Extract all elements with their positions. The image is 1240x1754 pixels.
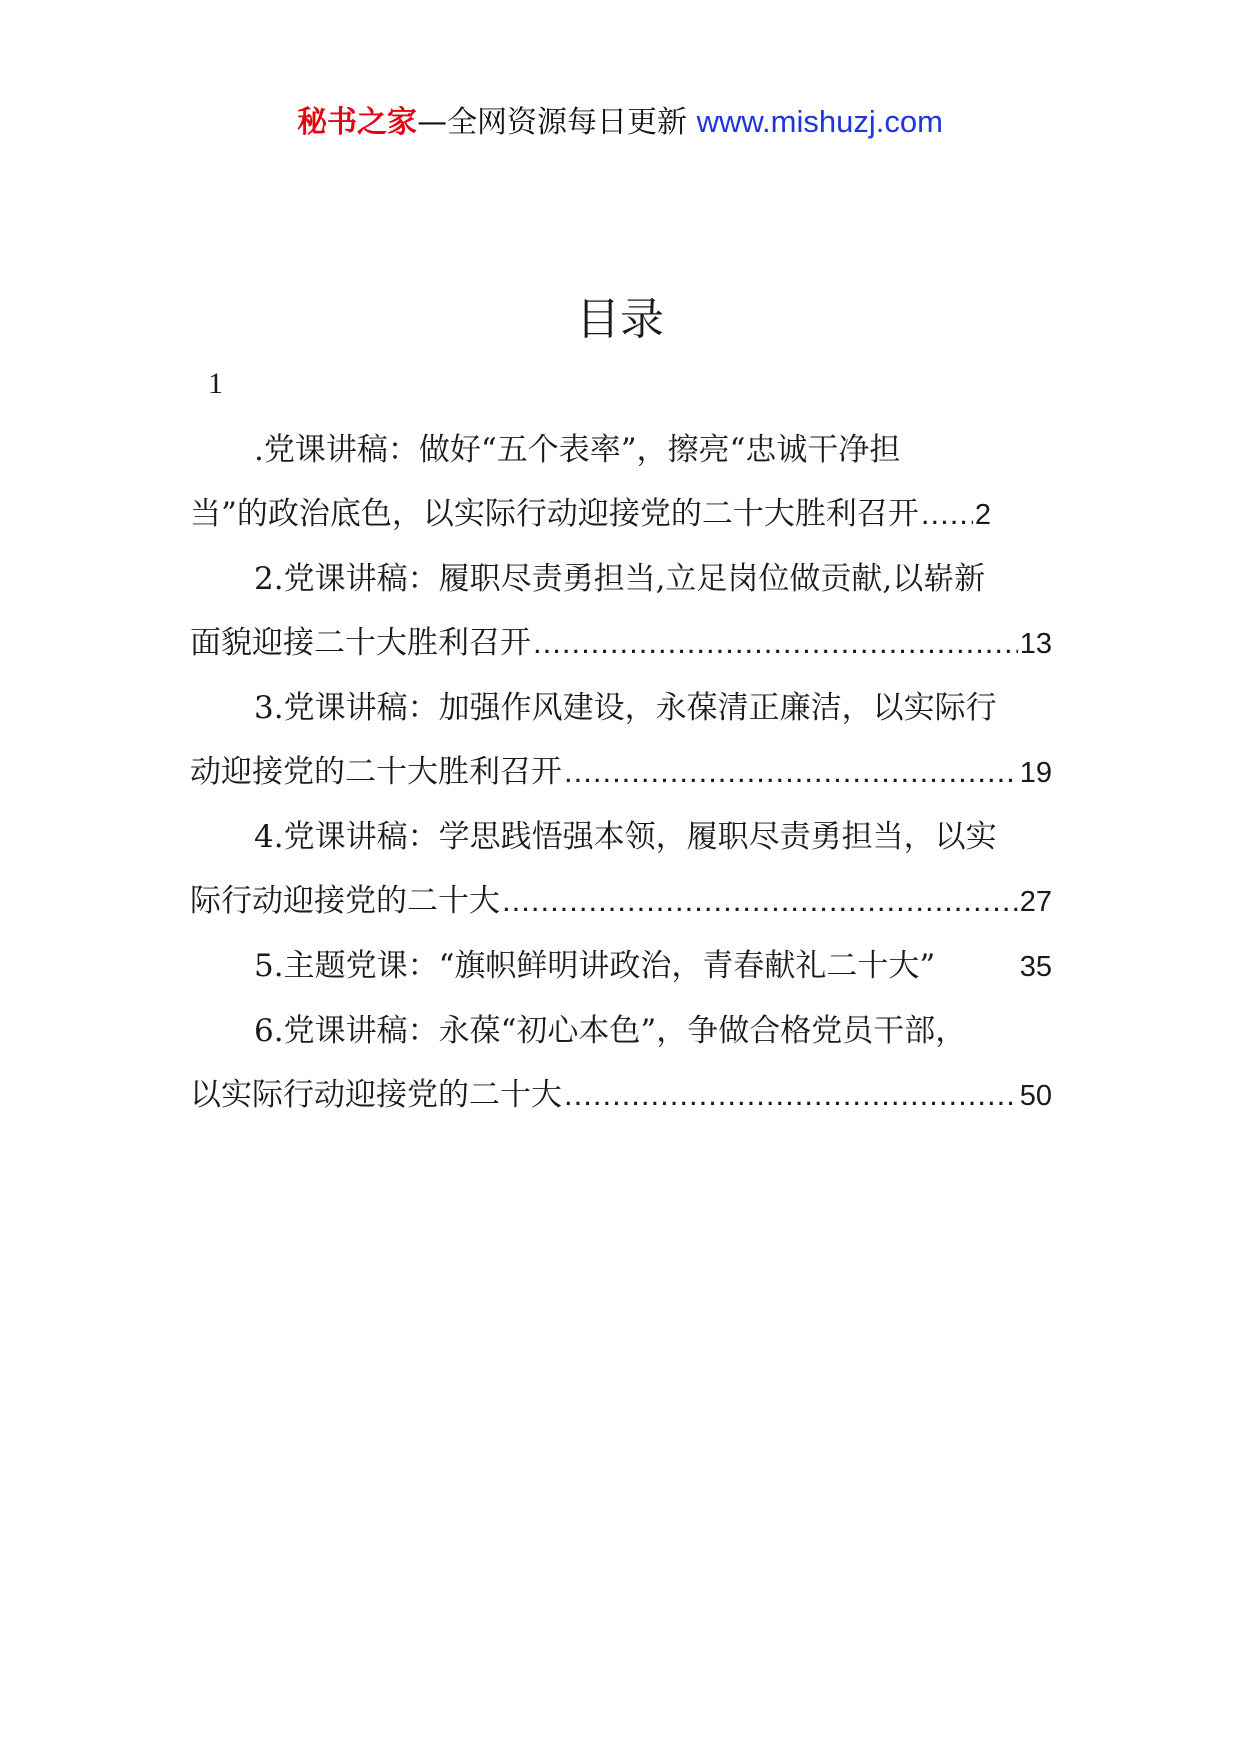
site-url-link[interactable]: www.mishuzj.com [696, 104, 943, 139]
site-header [0, 100, 1240, 145]
toc-page-number: 27 [1019, 886, 1052, 918]
toc-entry-line: 际行动迎接党的二十大 [190, 883, 500, 919]
toc-entry-line: 动迎接党的二十大胜利召开 [190, 754, 562, 790]
toc-page-number: 13 [1019, 628, 1052, 660]
dot-leader [502, 869, 1018, 933]
dot-leader [533, 611, 1018, 675]
toc-entry-6[interactable] [190, 999, 1052, 1128]
toc-page-number: 35 [1019, 951, 1052, 983]
toc-entry-4[interactable] [190, 805, 1052, 934]
toc-page-number: 50 [1019, 1080, 1052, 1112]
page-title: 目录 [576, 294, 664, 345]
brand-name: 秘书之家 [297, 105, 418, 140]
header-slogan: —全网资源每日更新 [417, 105, 688, 140]
toc-entry-line: 面貌迎接二十大胜利召开 [190, 625, 531, 661]
toc-entry-line: 3.党课讲稿：加强作风建设，永葆清正廉洁，以实际行 [254, 690, 997, 726]
toc-entry-5[interactable] [190, 934, 1052, 999]
list-number: 1 [208, 367, 223, 400]
toc-entry-2[interactable] [190, 547, 1052, 676]
table-of-contents [190, 418, 1052, 1128]
toc-entry-line: 6.党课讲稿：永葆“初心本色”，争做合格党员干部， [254, 1013, 967, 1049]
toc-entry-line: 5.主题党课：“旗帜鲜明讲政治，青春献礼二十大” [254, 948, 936, 984]
toc-entry-line: .党课讲稿：做好“五个表率”，擦亮“忠诚干净担 [254, 432, 901, 468]
toc-entry-1[interactable] [190, 418, 1052, 547]
dot-leader [921, 482, 973, 546]
toc-entry-line: 以实际行动迎接党的二十大 [190, 1077, 562, 1113]
toc-entry-line: 当”的政治底色，以实际行动迎接党的二十大胜利召开 [190, 496, 919, 532]
dot-leader [564, 1063, 1018, 1127]
toc-entry-line: 2.党课讲稿：履职尽责勇担当,立足岗位做贡献,以崭新 [254, 561, 986, 597]
toc-entry-3[interactable] [190, 676, 1052, 805]
dot-leader [564, 740, 1018, 804]
toc-page-number: 19 [1019, 757, 1052, 789]
toc-page-number: 2 [974, 499, 991, 531]
toc-entry-line: 4.党课讲稿：学思践悟强本领，履职尽责勇担当，以实 [254, 819, 997, 855]
